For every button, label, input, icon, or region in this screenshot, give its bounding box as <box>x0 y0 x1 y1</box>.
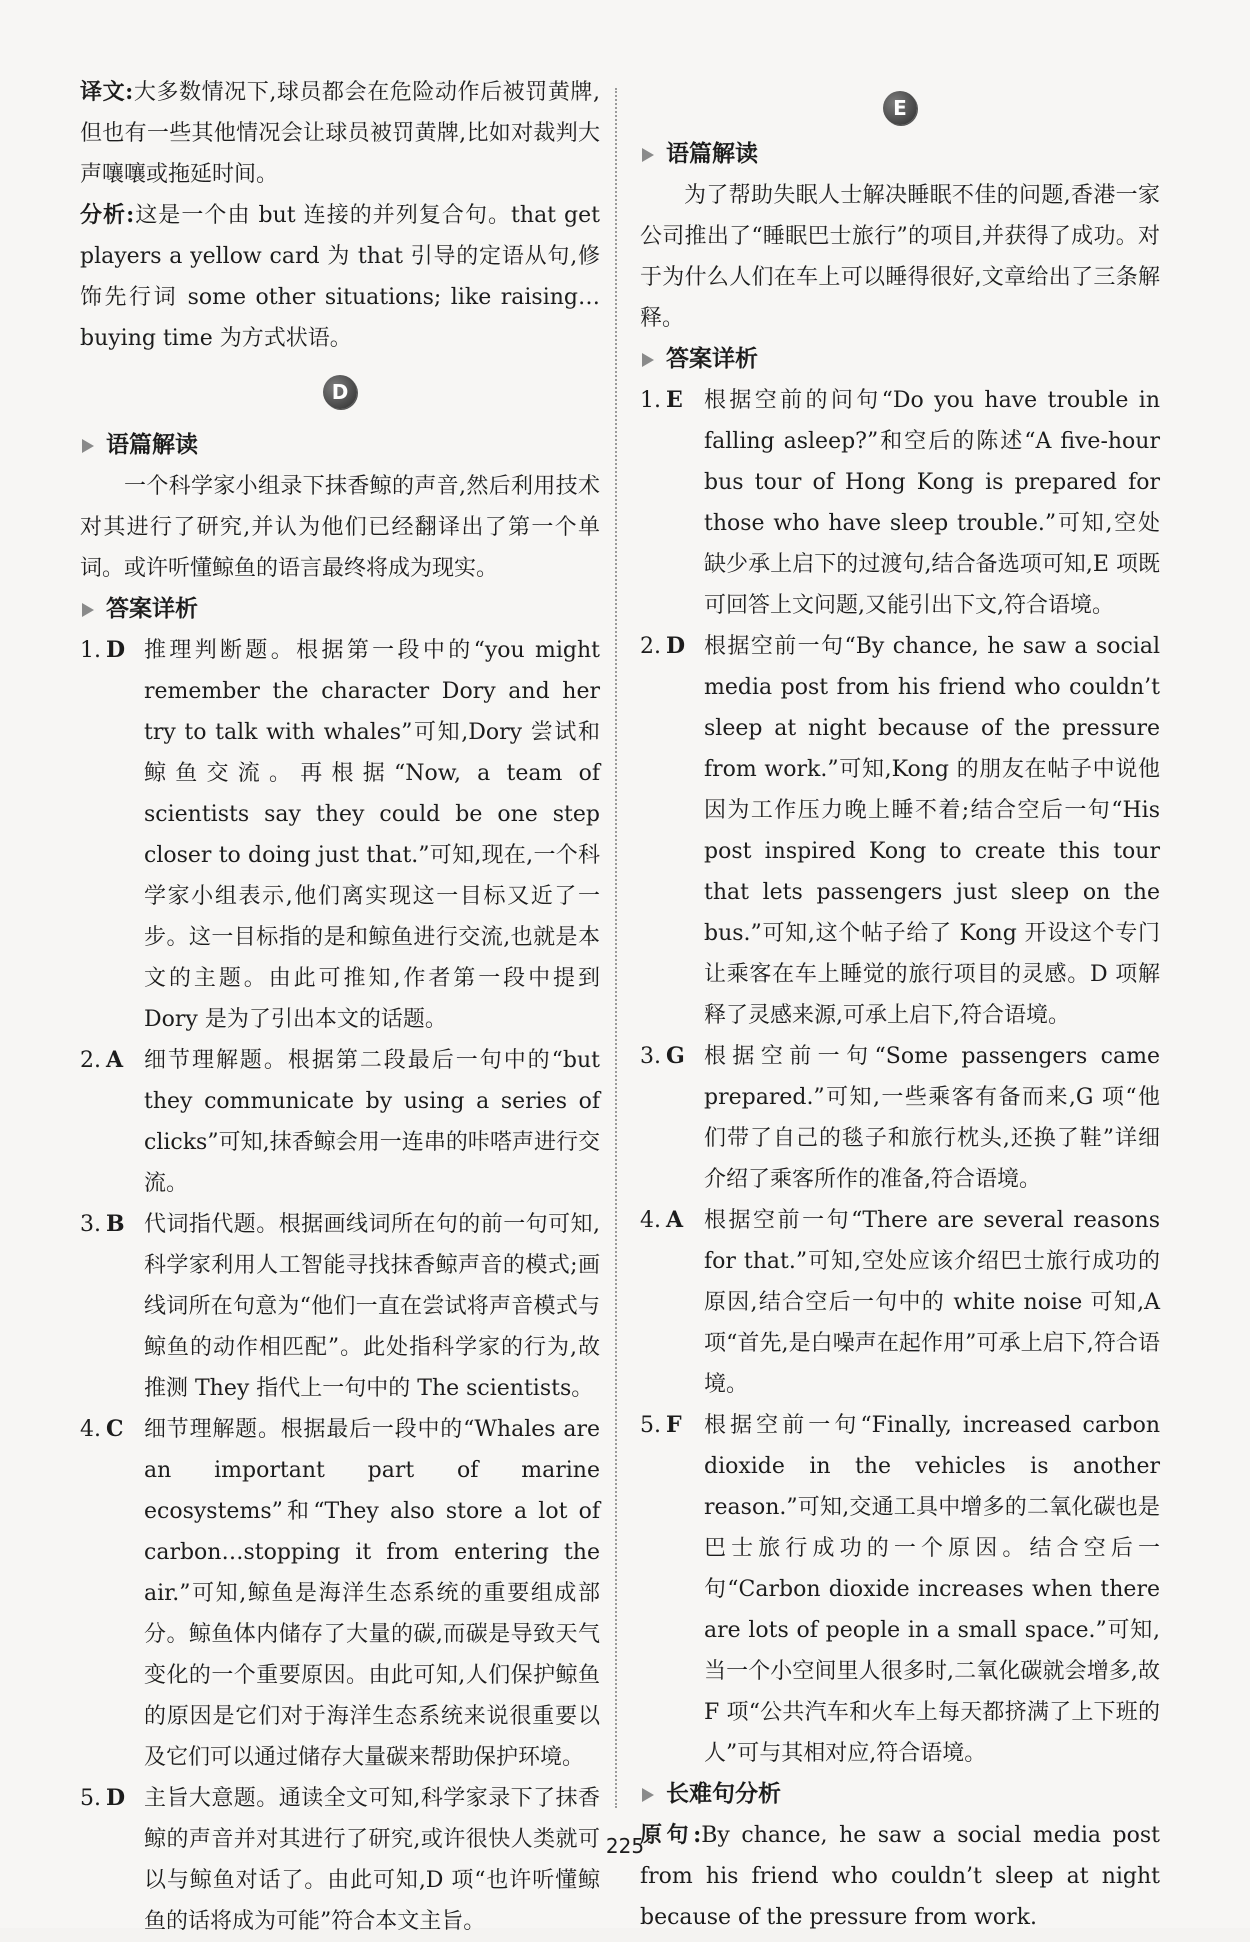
answer-number: 5. <box>80 1786 101 1811</box>
answer-number: 2. <box>640 634 661 659</box>
arrow-icon <box>642 1788 654 1802</box>
long-sentence-heading-label: 长难句分析 <box>666 1781 781 1807</box>
answer-key: D <box>106 637 126 663</box>
reading-heading-d <box>80 425 600 466</box>
answer-item <box>640 626 1160 1036</box>
right-column <box>640 82 1160 1938</box>
original-label: 原句: <box>640 1822 702 1848</box>
answers-heading-d <box>80 589 600 630</box>
translation-paragraph <box>80 72 600 195</box>
reading-heading-e <box>640 134 1160 175</box>
answer-item <box>80 1040 600 1204</box>
answer-key: A <box>666 1207 684 1233</box>
answer-number: 4. <box>80 1417 101 1442</box>
reading-text-d: 一个科学家小组录下抹香鲸的声音,然后利用技术对其进行了研究,并认为他们已经翻译出了第一个单词。或许听懂鲸鱼的语言最终将成为现实。 <box>80 474 600 581</box>
analysis-text: 这是一个由 but 连接的并列复合句。that get players a yellow card 为 that 引导的定语从句,修饰先行词 some other situations; like raising… buying time 为方式状语。 <box>80 203 601 351</box>
answer-item <box>80 630 600 1040</box>
arrow-icon <box>642 353 654 367</box>
answer-text: 细节理解题。根据第二段最后一句中的“but they communicate by using a series of clicks”可知,抹香鲸会用一连串的咔嗒声进行交流。 <box>144 1048 600 1196</box>
answer-text: 根据空前一句“By chance, he saw a social media post from his friend who couldn’t sleep at night because of the pressure from work.”可知,Kong 的朋友在帖子中说他因为工作压力晚上睡不着;结合空后一句“His post inspired Kong to create this tour that lets passengers just sleep on the bus.”可知,这个帖子给了 Kong 开设这个专门让乘客在车上睡觉的旅行项目的灵感。D 项解释了灵感来源,可承上启下,符合语境。 <box>704 634 1160 1028</box>
analysis-label: 分析: <box>80 202 135 228</box>
long-sentence-heading <box>640 1774 1160 1815</box>
answer-item <box>80 1778 600 1942</box>
page-number: 225 <box>605 1834 645 1858</box>
answer-text: 根据空前一句“Finally, increased carbon dioxide in the vehicles is another reason.”可知,交通工具中增多的二氧化碳也是巴士旅行成功的一个原因。结合空后一句“Carbon dioxide increases when there are lots of people in a small space.”可知,当一个小空间里人很多时,二氧化碳就会增多,故 F 项“公共汽车和火车上每天都挤满了上下班的人”可与其相对应,符合语境。 <box>704 1413 1160 1766</box>
reading-heading-label: 语篇解读 <box>666 141 758 167</box>
answer-text: 细节理解题。根据最后一段中的“Whales are an important part of marine ecosystems”和“They also store a lot of carbon…stopping it from entering the air.”可知,鲸鱼是海洋生态系统的重要组成部分。鲸鱼体内储存了大量的碳,而碳是导致天气变化的一个重要原因。由此可知,人们保护鲸鱼的原因是它们对于海洋生态系统来说很重要以及它们可以通过储存大量碳来帮助保护环境。 <box>144 1417 600 1770</box>
analysis-paragraph <box>80 195 600 359</box>
answer-number: 1. <box>640 388 661 413</box>
answer-key: F <box>666 1412 682 1438</box>
passage-e-badge-wrap <box>640 82 1160 134</box>
answer-key: E <box>666 387 683 413</box>
answer-key: B <box>106 1211 125 1237</box>
answer-key: C <box>106 1416 124 1442</box>
reading-text-e: 为了帮助失眠人士解决睡眠不佳的问题,香港一家公司推出了“睡眠巴士旅行”的项目,并获得了成功。对于为什么人们在车上可以睡得很好,文章给出了三条解释。 <box>640 183 1160 331</box>
answer-item <box>640 1405 1160 1774</box>
answers-heading-label: 答案详析 <box>666 346 758 372</box>
answer-item <box>640 380 1160 626</box>
answer-key: G <box>666 1043 685 1069</box>
answer-key: D <box>666 633 686 659</box>
answer-number: 4. <box>640 1208 661 1233</box>
answer-number: 5. <box>640 1413 661 1438</box>
reading-heading-label: 语篇解读 <box>106 432 198 458</box>
answer-number: 3. <box>80 1212 101 1237</box>
original-text: By chance, he saw a social media post from his friend who couldn’t sleep at night because of the pressure from work. <box>640 1823 1160 1930</box>
arrow-icon <box>642 148 654 162</box>
answer-text: 主旨大意题。通读全文可知,科学家录下了抹香鲸的声音并对其进行了研究,或许很快人类就可以与鲸鱼对话了。由此可知,D 项“也许听懂鲸鱼的话将成为可能”符合本文主旨。 <box>144 1786 600 1934</box>
passage-d-badge: D <box>323 375 357 409</box>
answer-text: 根据空前的问句“Do you have trouble in falling asleep?”和空后的陈述“A five-hour bus tour of Hong Kong is prepared for those who have sleep trouble.”可知,空处缺少承上启下的过渡句,结合备选项可知,E 项既可回答上文问题,又能引出下文,符合语境。 <box>704 388 1160 618</box>
answer-number: 2. <box>80 1048 101 1073</box>
answer-text: 代词指代题。根据画线词所在句的前一句可知,科学家利用人工智能寻找抹香鲸声音的模式;画线词所在句意为“他们一直在尝试将声音模式与鲸鱼的动作相匹配”。此处指科学家的行为,故推测 They 指代上一句中的 The scientists。 <box>144 1212 600 1401</box>
passage-d-badge-wrap <box>80 359 600 425</box>
answers-heading-label: 答案详析 <box>106 596 198 622</box>
answers-heading-e <box>640 339 1160 380</box>
arrow-icon <box>82 439 94 453</box>
passage-e-badge: E <box>883 91 917 125</box>
translation-text: 大多数情况下,球员都会在危险动作后被罚黄牌,但也有一些其他情况会让球员被罚黄牌,比如对裁判大声嚷嚷或拖延时间。 <box>80 80 600 187</box>
column-divider <box>615 88 617 1808</box>
answer-text: 推理判断题。根据第一段中的“you might remember the character Dory and her try to talk with whales”可知,Dory 尝试和鲸鱼交流。再根据“Now, a team of scientists say they could be one step closer to doing just that.”可知,现在,一个科学家小组表示,他们离实现这一目标又近了一步。这一目标指的是和鲸鱼进行交流,也就是本文的主题。由此可推知,作者第一段中提到 Dory 是为了引出本文的话题。 <box>144 638 600 1032</box>
answer-text: 根据空前一句“There are several reasons for that.”可知,空处应该介绍巴士旅行成功的原因,结合空后一句中的 white noise 可知,A 项“首先,是白噪声在起作用”可承上启下,符合语境。 <box>704 1208 1160 1397</box>
left-column <box>80 72 600 1942</box>
arrow-icon <box>82 603 94 617</box>
answer-item <box>640 1036 1160 1200</box>
answer-text: 根据空前一句“Some passengers came prepared.”可知,一些乘客有备而来,G 项“他们带了自己的毯子和旅行枕头,还换了鞋”详细介绍了乘客所作的准备,符合语境。 <box>704 1044 1160 1192</box>
answer-key: D <box>106 1785 126 1811</box>
answer-item <box>80 1204 600 1409</box>
answer-number: 3. <box>640 1044 661 1069</box>
answer-number: 1. <box>80 638 101 663</box>
translation-label: 译文: <box>80 79 134 105</box>
answer-item <box>640 1200 1160 1405</box>
answer-item <box>80 1409 600 1778</box>
answer-key: A <box>106 1047 124 1073</box>
